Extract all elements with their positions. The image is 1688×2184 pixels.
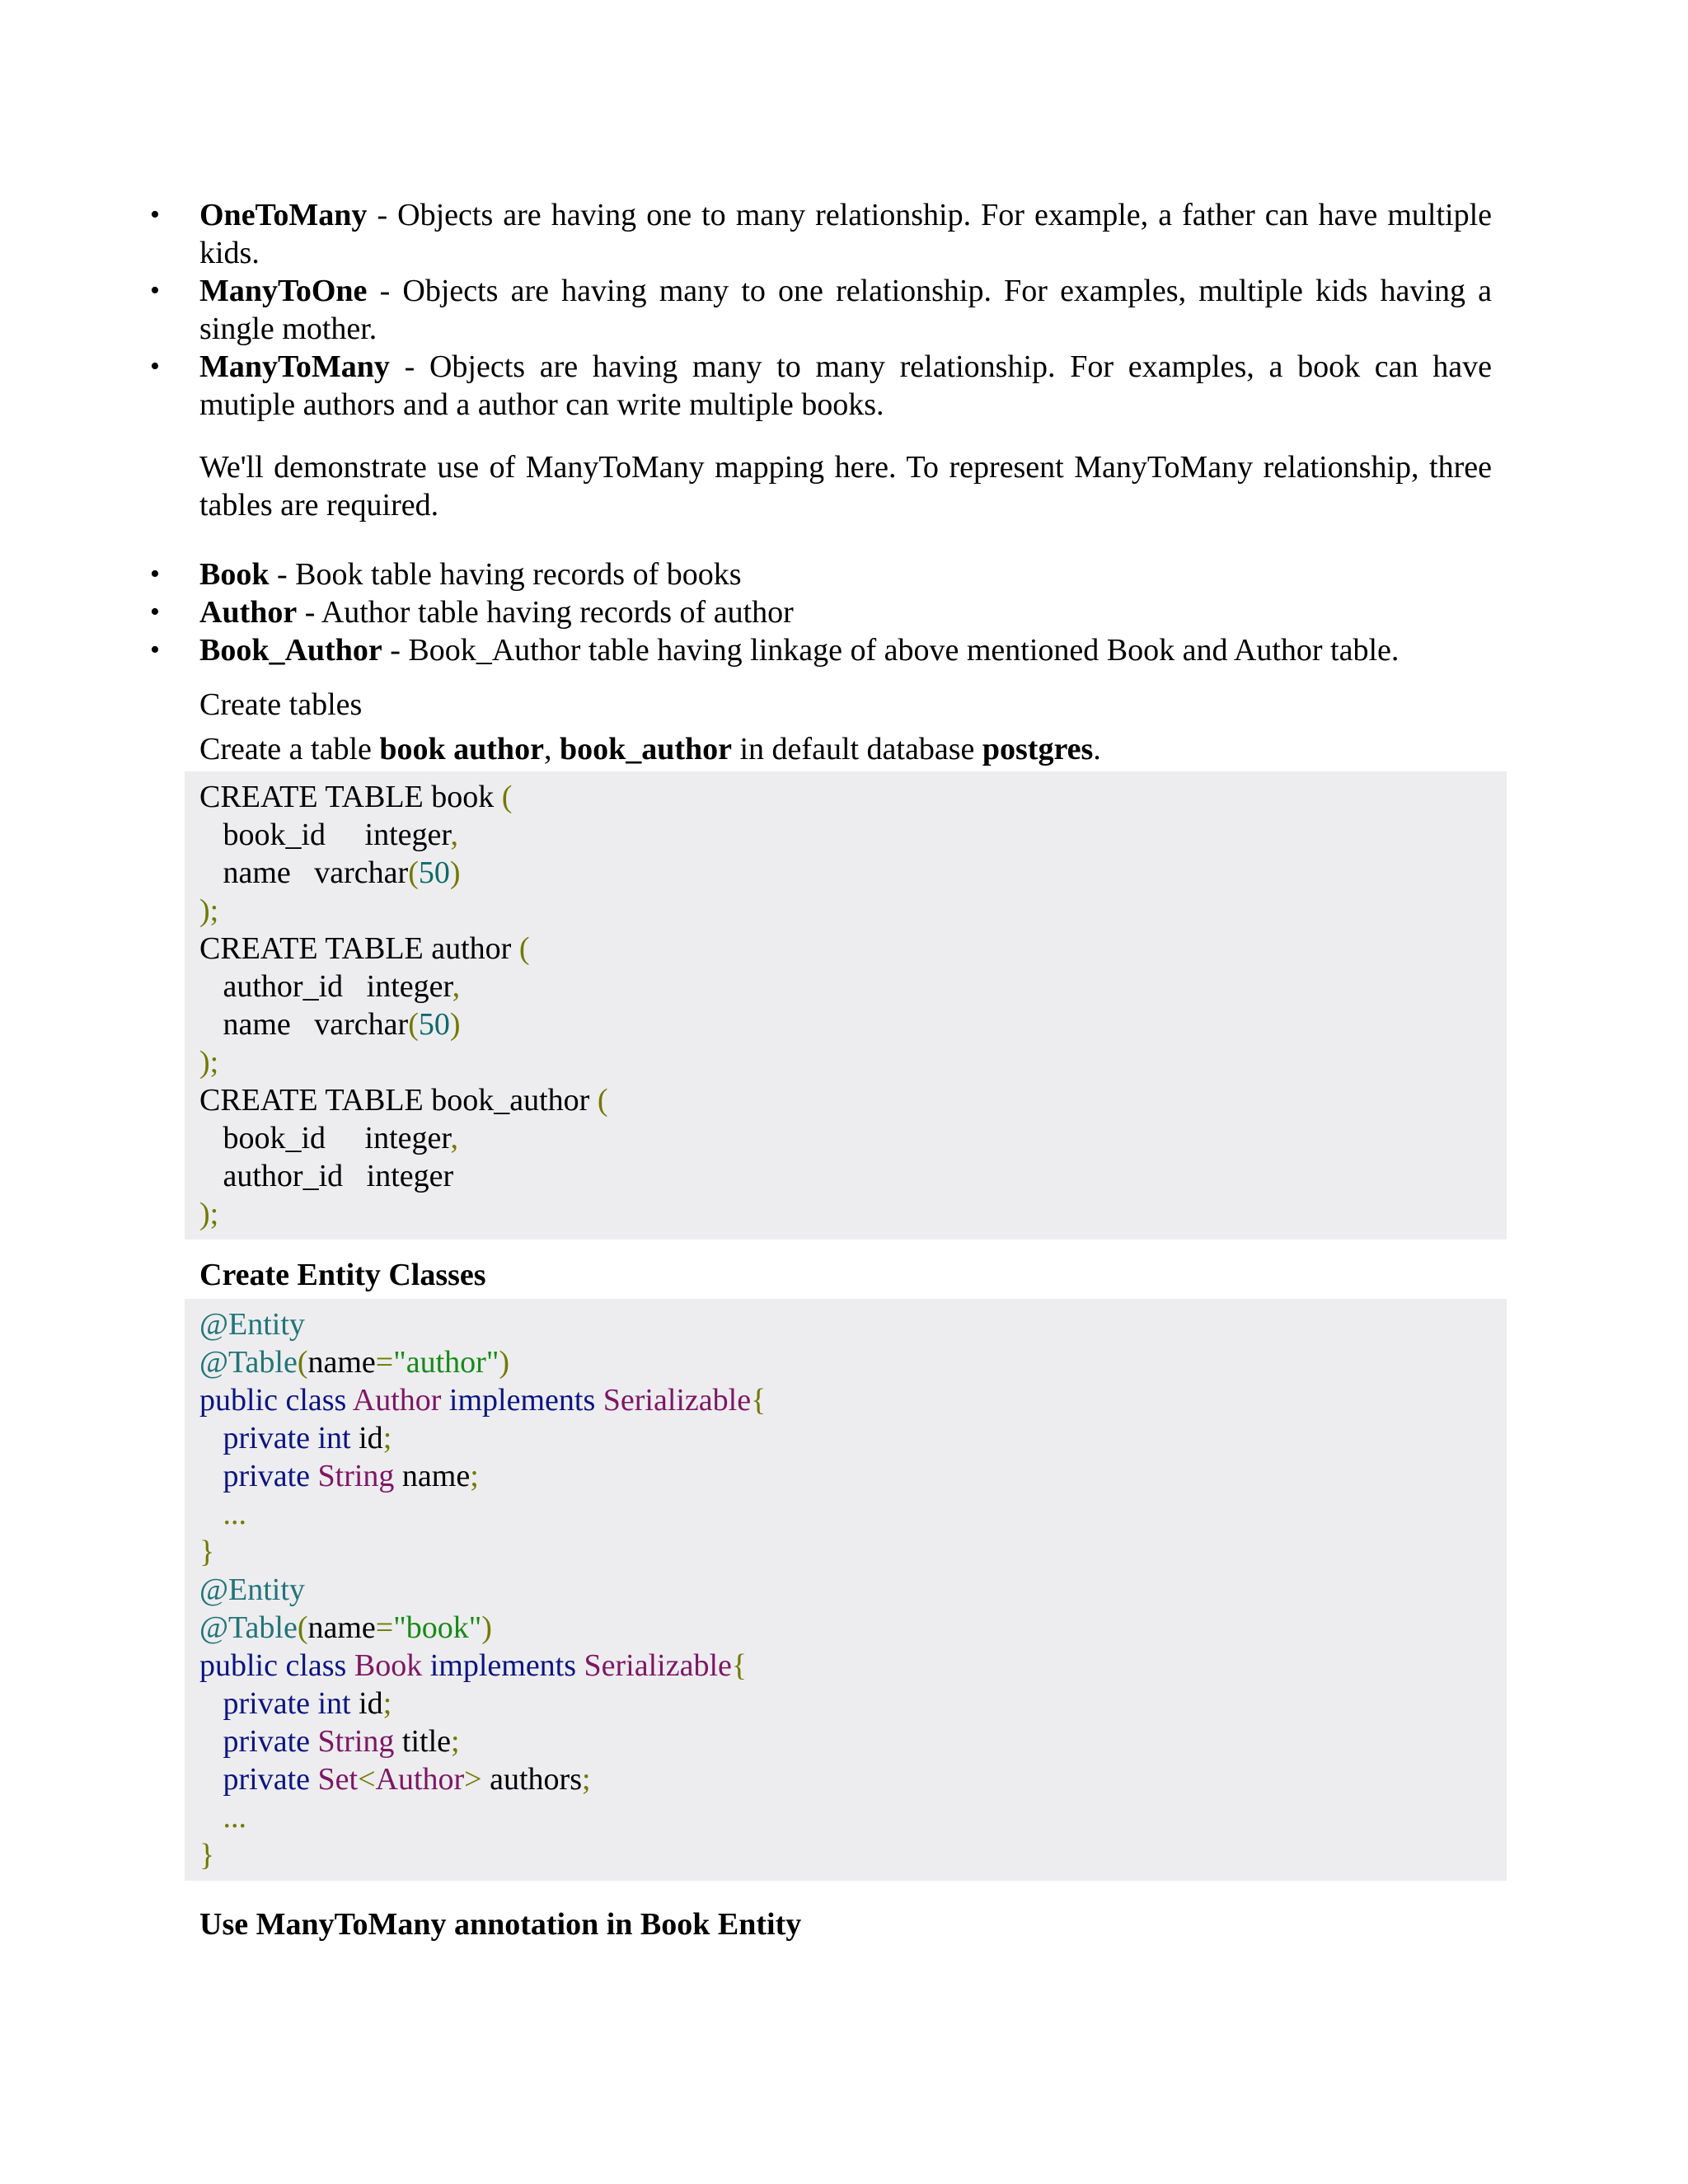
code-line <box>199 1798 1492 1836</box>
java-code-block <box>185 1299 1507 1881</box>
code-token: id <box>359 1686 383 1721</box>
code-token: = <box>375 1345 394 1380</box>
code-token: author_id integer <box>199 969 452 1004</box>
code-token: name <box>394 1459 471 1493</box>
bullet-icon: • <box>150 635 160 665</box>
code-token: , <box>452 969 461 1004</box>
code-token: public class <box>199 1383 353 1418</box>
code-line <box>199 816 1492 854</box>
code-token: ; <box>581 1762 591 1797</box>
code-token: "book" <box>393 1610 482 1645</box>
code-token: CREATE TABLE book_author <box>199 1083 598 1118</box>
code-token: private <box>199 1724 318 1759</box>
code-token: private int <box>199 1686 359 1721</box>
code-token: ) <box>499 1345 509 1380</box>
code-token: > <box>464 1762 482 1797</box>
code-line <box>199 968 1492 1005</box>
code-token: name varchar <box>199 855 409 890</box>
code-line <box>199 892 1492 930</box>
code-token: @Entity <box>199 1307 305 1342</box>
code-token: String <box>317 1459 395 1493</box>
code-line <box>199 1760 1492 1798</box>
code-token: , <box>450 1121 459 1155</box>
code-token: 50 <box>418 855 450 890</box>
code-line <box>199 1533 1492 1571</box>
list-item <box>150 196 1492 272</box>
code-token: "author" <box>393 1345 499 1380</box>
instruction-text: , <box>543 732 560 766</box>
code-line <box>199 1722 1492 1760</box>
code-line <box>199 1005 1492 1043</box>
code-token: Set <box>317 1762 359 1797</box>
term-description: - Objects are having many to one relationship. For examples, multiple kids having a single mother. <box>199 274 1492 346</box>
code-line <box>199 1495 1492 1533</box>
code-line <box>199 1571 1492 1609</box>
code-token: implements <box>422 1648 584 1683</box>
list-item <box>150 593 1492 631</box>
code-token: Author <box>352 1383 442 1418</box>
bullet-icon: • <box>150 199 160 230</box>
code-token: implements <box>441 1383 603 1418</box>
code-line <box>199 1195 1492 1233</box>
bullet-icon: • <box>150 351 160 382</box>
instruction-text: Create a table <box>199 732 380 766</box>
term-description: - Book_Author table having linkage of above mentioned Book and Author table. <box>382 633 1400 668</box>
code-token: ); <box>199 1045 219 1080</box>
code-token: ( <box>408 855 419 890</box>
code-line <box>199 1305 1492 1343</box>
document-content <box>150 196 1492 1943</box>
code-line <box>199 1157 1492 1195</box>
term-description: - Objects are having one to many relationship. For example, a father can have multiple kids. <box>199 198 1492 270</box>
term: ManyToOne <box>199 274 368 308</box>
term: Author <box>199 595 298 630</box>
code-token: ; <box>451 1724 460 1759</box>
table-list <box>150 555 1492 669</box>
term: Book_Author <box>199 633 382 668</box>
code-token: Book <box>354 1648 423 1683</box>
manytomany-heading: Use ManyToMany annotation in Book Entity <box>199 1907 802 1942</box>
code-token: , <box>450 818 459 852</box>
code-token: ) <box>481 1610 492 1645</box>
code-line <box>199 1043 1492 1081</box>
code-token: public class <box>199 1648 354 1683</box>
code-token: ... <box>199 1800 246 1835</box>
code-line <box>199 854 1492 892</box>
code-token: ; <box>382 1421 392 1455</box>
list-item <box>150 348 1492 424</box>
bullet-icon: • <box>150 275 160 306</box>
code-line <box>199 1081 1492 1119</box>
term-description: - Author table having records of author <box>297 595 794 630</box>
code-token: ( <box>297 1345 308 1380</box>
code-token: name varchar <box>199 1007 409 1042</box>
list-item <box>150 631 1492 669</box>
code-token: name <box>307 1610 376 1645</box>
code-line <box>199 1381 1492 1419</box>
code-token: ( <box>408 1007 419 1042</box>
code-token: CREATE TABLE book <box>199 780 502 814</box>
code-token: id <box>359 1421 383 1455</box>
term: OneToMany <box>199 198 368 232</box>
code-token: } <box>199 1535 215 1569</box>
code-token: ); <box>199 1197 219 1231</box>
code-token: Author <box>375 1762 465 1797</box>
code-token: { <box>731 1648 748 1683</box>
code-token: = <box>375 1610 394 1645</box>
code-line <box>199 1685 1492 1722</box>
code-token: ) <box>449 1007 461 1042</box>
entity-classes-heading: Create Entity Classes <box>199 1258 486 1292</box>
instruction-text: in default database <box>732 732 982 766</box>
code-token: @Table <box>199 1610 298 1645</box>
list-item <box>150 272 1492 348</box>
code-token: author_id integer <box>199 1159 454 1193</box>
code-token: authors <box>481 1762 582 1797</box>
code-line <box>199 1119 1492 1157</box>
code-token: ( <box>297 1610 308 1645</box>
code-token: private <box>199 1459 318 1493</box>
term-description: - Book table having records of books <box>269 557 742 592</box>
intro-paragraph: We'll demonstrate use of ManyToMany mapping here. To represent ManyToMany relationship, three tables are required. <box>199 450 1492 523</box>
create-tables-instruction <box>199 730 1492 768</box>
code-line <box>199 1457 1492 1495</box>
table-name: book author <box>379 732 544 766</box>
term-description: - Objects are having many to many relationship. For examples, a book can have mutiple authors and a author can write multiple books. <box>199 349 1492 422</box>
code-token: ( <box>597 1083 608 1118</box>
code-token: ... <box>199 1497 246 1531</box>
bullet-icon: • <box>150 559 160 589</box>
code-token: 50 <box>418 1007 450 1042</box>
code-token: private int <box>199 1421 359 1455</box>
code-token: ) <box>449 855 461 890</box>
code-token: String <box>317 1724 395 1759</box>
relationship-list <box>150 196 1492 424</box>
code-token: book_id integer <box>199 1121 451 1155</box>
code-token: private <box>199 1762 318 1797</box>
code-line <box>199 1647 1492 1685</box>
code-token: ; <box>470 1459 479 1493</box>
code-token: CREATE TABLE author <box>199 931 519 966</box>
database-name: postgres <box>982 732 1094 766</box>
code-token: @Entity <box>199 1572 305 1607</box>
term: ManyToMany <box>199 349 390 384</box>
code-line <box>199 1419 1492 1457</box>
code-line <box>199 1343 1492 1381</box>
term: Book <box>199 557 270 592</box>
instruction-text: . <box>1093 732 1101 766</box>
code-line <box>199 778 1492 816</box>
code-token: ); <box>199 893 219 928</box>
code-token: } <box>199 1838 215 1872</box>
sql-code-block <box>185 771 1507 1240</box>
code-token: name <box>307 1345 376 1380</box>
code-line <box>199 930 1492 968</box>
code-token: title <box>394 1724 452 1759</box>
code-token: { <box>751 1383 767 1418</box>
table-name: book_author <box>559 732 732 766</box>
list-item <box>150 555 1492 593</box>
code-token: < <box>358 1762 376 1797</box>
code-token: Serializable <box>584 1648 732 1683</box>
bullet-icon: • <box>150 597 160 627</box>
code-token: @Table <box>199 1345 298 1380</box>
code-line <box>199 1609 1492 1647</box>
code-token: Serializable <box>603 1383 752 1418</box>
code-token: ( <box>501 780 513 814</box>
code-line <box>199 1836 1492 1874</box>
code-token: ; <box>382 1686 392 1721</box>
code-token: ( <box>518 931 530 966</box>
code-token: book_id integer <box>199 818 451 852</box>
create-tables-heading: Create tables <box>199 687 363 722</box>
